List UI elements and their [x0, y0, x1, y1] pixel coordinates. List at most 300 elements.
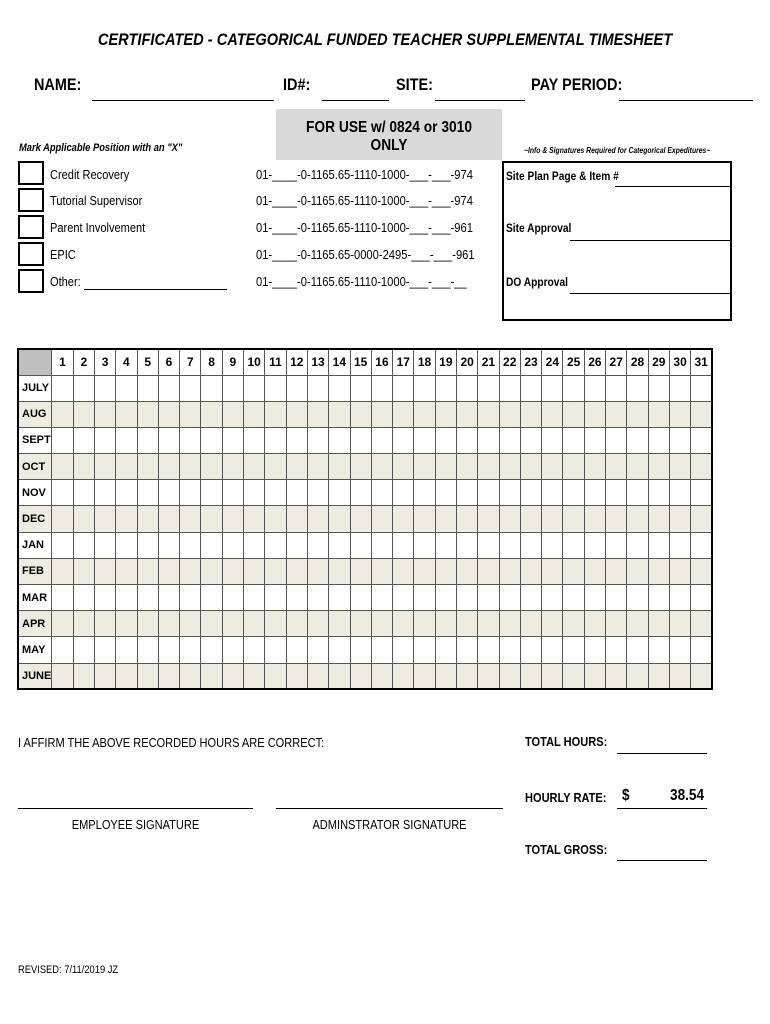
hours-cell[interactable]: [478, 558, 499, 584]
hours-cell[interactable]: [371, 532, 392, 558]
hours-cell[interactable]: [606, 480, 627, 506]
hours-cell[interactable]: [329, 663, 350, 689]
hours-cell[interactable]: [222, 637, 243, 663]
hours-cell[interactable]: [52, 401, 73, 427]
hours-cell[interactable]: [158, 480, 179, 506]
hours-cell[interactable]: [606, 375, 627, 401]
hours-cell[interactable]: [94, 375, 115, 401]
hours-cell[interactable]: [286, 375, 307, 401]
hours-cell[interactable]: [52, 611, 73, 637]
hours-cell[interactable]: [499, 506, 520, 532]
hours-cell[interactable]: [584, 558, 605, 584]
hours-cell[interactable]: [456, 585, 477, 611]
hours-cell[interactable]: [137, 506, 158, 532]
hours-cell[interactable]: [563, 611, 584, 637]
hours-cell[interactable]: [222, 401, 243, 427]
hours-cell[interactable]: [499, 401, 520, 427]
checkbox-credit-recovery[interactable]: [18, 161, 44, 185]
hours-cell[interactable]: [350, 585, 371, 611]
hours-cell[interactable]: [244, 585, 265, 611]
hours-cell[interactable]: [606, 558, 627, 584]
hours-cell[interactable]: [265, 663, 286, 689]
hours-cell[interactable]: [350, 663, 371, 689]
hours-cell[interactable]: [286, 637, 307, 663]
hours-cell[interactable]: [563, 506, 584, 532]
hours-cell[interactable]: [201, 637, 222, 663]
hours-cell[interactable]: [627, 506, 648, 532]
hours-cell[interactable]: [669, 506, 690, 532]
hours-cell[interactable]: [222, 375, 243, 401]
hours-cell[interactable]: [73, 611, 94, 637]
hours-cell[interactable]: [307, 585, 328, 611]
hours-cell[interactable]: [201, 611, 222, 637]
hours-cell[interactable]: [563, 401, 584, 427]
hours-cell[interactable]: [393, 558, 414, 584]
hours-cell[interactable]: [606, 611, 627, 637]
hours-cell[interactable]: [158, 375, 179, 401]
hours-cell[interactable]: [94, 637, 115, 663]
hours-cell[interactable]: [201, 506, 222, 532]
hours-cell[interactable]: [286, 558, 307, 584]
hours-cell[interactable]: [435, 585, 456, 611]
hours-cell[interactable]: [286, 663, 307, 689]
hours-cell[interactable]: [648, 585, 669, 611]
hours-cell[interactable]: [414, 663, 435, 689]
id-field[interactable]: [322, 100, 389, 101]
hours-cell[interactable]: [244, 611, 265, 637]
hours-cell[interactable]: [542, 480, 563, 506]
hours-cell[interactable]: [563, 480, 584, 506]
hours-cell[interactable]: [499, 663, 520, 689]
hours-cell[interactable]: [94, 454, 115, 480]
hours-cell[interactable]: [137, 454, 158, 480]
hours-cell[interactable]: [116, 663, 137, 689]
hours-cell[interactable]: [94, 427, 115, 453]
hours-cell[interactable]: [180, 375, 201, 401]
hours-cell[interactable]: [606, 532, 627, 558]
hours-cell[interactable]: [584, 454, 605, 480]
hours-cell[interactable]: [414, 427, 435, 453]
hours-cell[interactable]: [627, 375, 648, 401]
checkbox-parent-involvement[interactable]: [18, 215, 44, 239]
hours-cell[interactable]: [350, 506, 371, 532]
hours-cell[interactable]: [542, 401, 563, 427]
hours-cell[interactable]: [52, 506, 73, 532]
hours-cell[interactable]: [584, 375, 605, 401]
hours-cell[interactable]: [691, 663, 712, 689]
hours-cell[interactable]: [542, 585, 563, 611]
hours-cell[interactable]: [627, 585, 648, 611]
hours-cell[interactable]: [371, 637, 392, 663]
hours-cell[interactable]: [520, 480, 541, 506]
hours-cell[interactable]: [393, 401, 414, 427]
hours-cell[interactable]: [435, 611, 456, 637]
hours-cell[interactable]: [478, 532, 499, 558]
hours-cell[interactable]: [669, 375, 690, 401]
hours-cell[interactable]: [73, 506, 94, 532]
hours-cell[interactable]: [244, 375, 265, 401]
hours-cell[interactable]: [350, 454, 371, 480]
hours-cell[interactable]: [478, 454, 499, 480]
hours-cell[interactable]: [669, 585, 690, 611]
hours-cell[interactable]: [648, 663, 669, 689]
hours-cell[interactable]: [648, 558, 669, 584]
site-field[interactable]: [435, 100, 525, 101]
hours-cell[interactable]: [456, 532, 477, 558]
hours-cell[interactable]: [414, 480, 435, 506]
hours-cell[interactable]: [456, 558, 477, 584]
hours-cell[interactable]: [499, 611, 520, 637]
hours-cell[interactable]: [584, 585, 605, 611]
hours-cell[interactable]: [627, 611, 648, 637]
hours-cell[interactable]: [520, 375, 541, 401]
hours-cell[interactable]: [286, 532, 307, 558]
hours-cell[interactable]: [286, 480, 307, 506]
hours-cell[interactable]: [371, 611, 392, 637]
hours-cell[interactable]: [669, 454, 690, 480]
hours-cell[interactable]: [307, 401, 328, 427]
hours-cell[interactable]: [499, 454, 520, 480]
hours-cell[interactable]: [94, 663, 115, 689]
hours-cell[interactable]: [350, 532, 371, 558]
hours-cell[interactable]: [456, 611, 477, 637]
hours-cell[interactable]: [414, 401, 435, 427]
hours-cell[interactable]: [329, 375, 350, 401]
hours-cell[interactable]: [371, 506, 392, 532]
hours-cell[interactable]: [137, 532, 158, 558]
hours-cell[interactable]: [286, 585, 307, 611]
hours-cell[interactable]: [542, 611, 563, 637]
hours-cell[interactable]: [201, 663, 222, 689]
hours-cell[interactable]: [648, 532, 669, 558]
hours-cell[interactable]: [563, 663, 584, 689]
hours-cell[interactable]: [201, 375, 222, 401]
hours-cell[interactable]: [94, 480, 115, 506]
hours-cell[interactable]: [478, 480, 499, 506]
hours-cell[interactable]: [116, 480, 137, 506]
hours-cell[interactable]: [329, 558, 350, 584]
hours-cell[interactable]: [158, 454, 179, 480]
hours-cell[interactable]: [478, 506, 499, 532]
hours-cell[interactable]: [542, 532, 563, 558]
hours-cell[interactable]: [222, 558, 243, 584]
hours-cell[interactable]: [222, 506, 243, 532]
hours-cell[interactable]: [180, 506, 201, 532]
hours-cell[interactable]: [371, 401, 392, 427]
hours-cell[interactable]: [520, 506, 541, 532]
hours-cell[interactable]: [52, 427, 73, 453]
hours-cell[interactable]: [414, 454, 435, 480]
hours-cell[interactable]: [307, 558, 328, 584]
total-hours-field[interactable]: [617, 753, 707, 754]
hours-cell[interactable]: [499, 375, 520, 401]
hours-cell[interactable]: [222, 427, 243, 453]
hours-cell[interactable]: [456, 480, 477, 506]
hours-cell[interactable]: [691, 375, 712, 401]
hours-cell[interactable]: [116, 558, 137, 584]
hours-cell[interactable]: [393, 585, 414, 611]
hours-cell[interactable]: [137, 663, 158, 689]
checkbox-tutorial-supervisor[interactable]: [18, 188, 44, 212]
hours-cell[interactable]: [116, 532, 137, 558]
hours-cell[interactable]: [244, 480, 265, 506]
hours-cell[interactable]: [286, 427, 307, 453]
hours-cell[interactable]: [180, 585, 201, 611]
hours-cell[interactable]: [244, 663, 265, 689]
hours-cell[interactable]: [265, 611, 286, 637]
total-gross-field[interactable]: [617, 860, 707, 861]
hours-cell[interactable]: [669, 427, 690, 453]
hours-cell[interactable]: [563, 637, 584, 663]
hours-cell[interactable]: [669, 558, 690, 584]
hours-cell[interactable]: [265, 401, 286, 427]
hours-cell[interactable]: [435, 454, 456, 480]
hours-cell[interactable]: [265, 532, 286, 558]
hours-cell[interactable]: [435, 480, 456, 506]
hours-cell[interactable]: [606, 401, 627, 427]
hours-cell[interactable]: [584, 611, 605, 637]
hours-cell[interactable]: [222, 480, 243, 506]
hours-cell[interactable]: [435, 506, 456, 532]
hours-cell[interactable]: [648, 375, 669, 401]
hours-cell[interactable]: [542, 427, 563, 453]
hours-cell[interactable]: [669, 637, 690, 663]
checkbox-other[interactable]: [18, 269, 44, 293]
hours-cell[interactable]: [456, 663, 477, 689]
hours-cell[interactable]: [286, 401, 307, 427]
hours-cell[interactable]: [393, 454, 414, 480]
hours-cell[interactable]: [648, 480, 669, 506]
hours-cell[interactable]: [371, 427, 392, 453]
hours-cell[interactable]: [606, 506, 627, 532]
hours-cell[interactable]: [627, 427, 648, 453]
hours-cell[interactable]: [691, 585, 712, 611]
hours-cell[interactable]: [222, 454, 243, 480]
hours-cell[interactable]: [393, 480, 414, 506]
hours-cell[interactable]: [116, 375, 137, 401]
hours-cell[interactable]: [307, 663, 328, 689]
hours-cell[interactable]: [350, 558, 371, 584]
hours-cell[interactable]: [116, 611, 137, 637]
hours-cell[interactable]: [542, 558, 563, 584]
hours-cell[interactable]: [691, 637, 712, 663]
hours-cell[interactable]: [201, 427, 222, 453]
hours-cell[interactable]: [478, 427, 499, 453]
hours-cell[interactable]: [158, 663, 179, 689]
hours-cell[interactable]: [606, 585, 627, 611]
hours-cell[interactable]: [52, 585, 73, 611]
hours-cell[interactable]: [52, 454, 73, 480]
hours-cell[interactable]: [286, 454, 307, 480]
pay-period-field[interactable]: [619, 100, 753, 101]
hours-cell[interactable]: [691, 401, 712, 427]
other-position-field[interactable]: [84, 289, 227, 290]
hours-cell[interactable]: [414, 637, 435, 663]
hours-cell[interactable]: [414, 506, 435, 532]
hours-cell[interactable]: [520, 663, 541, 689]
hours-cell[interactable]: [73, 558, 94, 584]
hours-cell[interactable]: [116, 506, 137, 532]
do-approval-field[interactable]: [570, 293, 730, 294]
hours-cell[interactable]: [158, 401, 179, 427]
hours-cell[interactable]: [94, 585, 115, 611]
hours-cell[interactable]: [584, 506, 605, 532]
hours-cell[interactable]: [180, 663, 201, 689]
hours-cell[interactable]: [499, 585, 520, 611]
hours-cell[interactable]: [414, 611, 435, 637]
hours-cell[interactable]: [180, 611, 201, 637]
hours-cell[interactable]: [286, 611, 307, 637]
hours-cell[interactable]: [307, 532, 328, 558]
hours-cell[interactable]: [265, 558, 286, 584]
hours-cell[interactable]: [435, 375, 456, 401]
hours-cell[interactable]: [563, 532, 584, 558]
hours-cell[interactable]: [73, 585, 94, 611]
hours-cell[interactable]: [329, 401, 350, 427]
hours-cell[interactable]: [435, 663, 456, 689]
hours-cell[interactable]: [499, 637, 520, 663]
hours-cell[interactable]: [180, 637, 201, 663]
hours-cell[interactable]: [158, 532, 179, 558]
hours-cell[interactable]: [180, 558, 201, 584]
hours-cell[interactable]: [542, 454, 563, 480]
site-plan-field[interactable]: [615, 186, 730, 187]
hours-cell[interactable]: [435, 558, 456, 584]
hours-cell[interactable]: [456, 637, 477, 663]
hours-cell[interactable]: [520, 454, 541, 480]
hours-cell[interactable]: [520, 558, 541, 584]
hours-cell[interactable]: [201, 454, 222, 480]
hours-cell[interactable]: [265, 585, 286, 611]
hours-cell[interactable]: [350, 637, 371, 663]
hours-cell[interactable]: [371, 454, 392, 480]
hours-cell[interactable]: [627, 663, 648, 689]
hours-cell[interactable]: [265, 480, 286, 506]
hours-cell[interactable]: [520, 611, 541, 637]
hours-cell[interactable]: [520, 637, 541, 663]
hours-cell[interactable]: [158, 637, 179, 663]
hours-cell[interactable]: [180, 454, 201, 480]
hours-cell[interactable]: [158, 506, 179, 532]
hours-cell[interactable]: [307, 611, 328, 637]
hours-cell[interactable]: [307, 375, 328, 401]
hours-cell[interactable]: [520, 401, 541, 427]
hours-cell[interactable]: [606, 637, 627, 663]
hours-cell[interactable]: [137, 637, 158, 663]
hours-cell[interactable]: [691, 532, 712, 558]
hours-cell[interactable]: [265, 427, 286, 453]
hours-cell[interactable]: [265, 454, 286, 480]
hours-cell[interactable]: [329, 506, 350, 532]
hours-cell[interactable]: [478, 663, 499, 689]
hours-cell[interactable]: [222, 585, 243, 611]
hours-cell[interactable]: [435, 427, 456, 453]
hours-cell[interactable]: [180, 427, 201, 453]
hours-cell[interactable]: [393, 427, 414, 453]
hours-cell[interactable]: [201, 585, 222, 611]
hours-cell[interactable]: [371, 480, 392, 506]
hours-cell[interactable]: [307, 454, 328, 480]
hours-cell[interactable]: [201, 480, 222, 506]
hours-cell[interactable]: [94, 506, 115, 532]
hours-cell[interactable]: [52, 375, 73, 401]
hours-cell[interactable]: [648, 427, 669, 453]
hours-cell[interactable]: [627, 454, 648, 480]
hours-cell[interactable]: [456, 506, 477, 532]
checkbox-epic[interactable]: [18, 242, 44, 266]
hours-cell[interactable]: [627, 532, 648, 558]
hours-cell[interactable]: [393, 637, 414, 663]
hours-cell[interactable]: [52, 558, 73, 584]
hours-cell[interactable]: [116, 585, 137, 611]
hours-cell[interactable]: [137, 480, 158, 506]
hours-cell[interactable]: [116, 637, 137, 663]
hours-cell[interactable]: [307, 427, 328, 453]
hours-cell[interactable]: [393, 375, 414, 401]
hours-cell[interactable]: [648, 401, 669, 427]
hours-cell[interactable]: [244, 506, 265, 532]
hours-cell[interactable]: [350, 401, 371, 427]
hours-cell[interactable]: [584, 637, 605, 663]
hours-cell[interactable]: [542, 663, 563, 689]
hours-cell[interactable]: [73, 401, 94, 427]
hours-cell[interactable]: [244, 427, 265, 453]
hours-cell[interactable]: [350, 611, 371, 637]
hours-cell[interactable]: [691, 480, 712, 506]
hours-cell[interactable]: [499, 532, 520, 558]
hours-cell[interactable]: [414, 558, 435, 584]
hours-cell[interactable]: [222, 663, 243, 689]
hours-cell[interactable]: [606, 454, 627, 480]
hours-cell[interactable]: [691, 558, 712, 584]
hours-cell[interactable]: [201, 558, 222, 584]
hours-cell[interactable]: [73, 480, 94, 506]
hours-cell[interactable]: [691, 427, 712, 453]
hours-cell[interactable]: [563, 585, 584, 611]
hours-cell[interactable]: [414, 532, 435, 558]
hours-cell[interactable]: [222, 611, 243, 637]
hours-cell[interactable]: [371, 663, 392, 689]
hours-cell[interactable]: [307, 506, 328, 532]
hours-cell[interactable]: [520, 427, 541, 453]
hours-cell[interactable]: [244, 532, 265, 558]
hours-cell[interactable]: [244, 558, 265, 584]
hours-cell[interactable]: [478, 611, 499, 637]
hours-cell[interactable]: [393, 532, 414, 558]
hours-cell[interactable]: [244, 401, 265, 427]
hours-cell[interactable]: [584, 532, 605, 558]
hours-cell[interactable]: [137, 611, 158, 637]
hours-cell[interactable]: [94, 611, 115, 637]
hours-cell[interactable]: [52, 532, 73, 558]
hours-cell[interactable]: [563, 558, 584, 584]
name-field[interactable]: [92, 100, 274, 101]
hours-cell[interactable]: [435, 532, 456, 558]
hours-cell[interactable]: [116, 401, 137, 427]
employee-signature-line[interactable]: [18, 808, 253, 809]
hours-cell[interactable]: [158, 558, 179, 584]
hours-cell[interactable]: [456, 427, 477, 453]
hours-cell[interactable]: [542, 637, 563, 663]
hours-cell[interactable]: [329, 532, 350, 558]
hours-cell[interactable]: [201, 532, 222, 558]
hours-cell[interactable]: [307, 480, 328, 506]
hours-cell[interactable]: [520, 532, 541, 558]
hours-cell[interactable]: [669, 401, 690, 427]
hours-cell[interactable]: [520, 585, 541, 611]
hours-cell[interactable]: [627, 401, 648, 427]
hours-cell[interactable]: [137, 558, 158, 584]
